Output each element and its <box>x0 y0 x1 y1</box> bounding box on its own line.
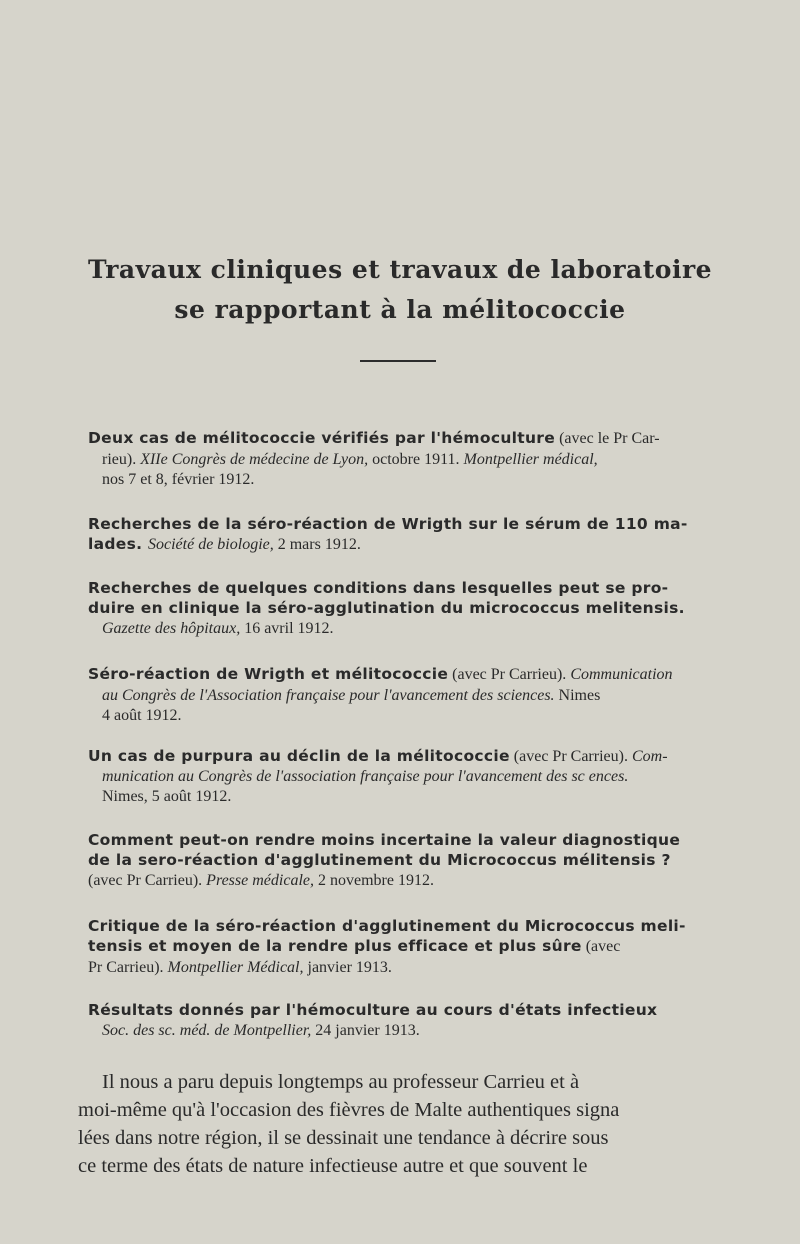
entry-date: 2 novembre 1912. <box>313 872 434 889</box>
paragraph-line: Il nous a paru depuis longtemps au professeur Carrieu et à <box>102 1071 580 1093</box>
entry-date: 16 avril 1912. <box>240 620 334 637</box>
entry-source: au Congrès de l'Association française pour l'avancement des sciences. <box>102 687 555 704</box>
page-title <box>60 250 740 330</box>
entry-text: (avec Pr Carrieu). <box>448 666 571 683</box>
entry-text: Pr Carrieu). <box>88 959 168 976</box>
entry-source: Gazette des hôpitaux, <box>102 620 241 637</box>
entry-text: (avec Pr Carrieu). <box>88 872 207 889</box>
entry-source: Presse médicale, <box>206 872 314 889</box>
title-line-2: se rapportant à la mélitococcie <box>174 295 626 324</box>
entry-heading: Résultats donnés par l'hémoculture au cours d'états infectieux <box>88 1001 658 1019</box>
bibliography-entry-7 <box>88 916 708 978</box>
body-paragraph <box>78 1068 698 1180</box>
bibliography-entry-5 <box>88 746 708 807</box>
entry-source: Montpellier médical, <box>463 451 598 468</box>
title-line-1: Travaux cliniques et travaux de laboratoire <box>87 255 713 284</box>
entry-text: octobre 1911. <box>368 451 464 468</box>
entry-text: rieu). <box>102 451 141 468</box>
entry-source: Communication <box>570 666 673 683</box>
entry-text: (avec Pr Carrieu). <box>509 748 632 765</box>
bibliography-entry-8 <box>88 1000 708 1041</box>
entry-source: Soc. des sc. méd. de Montpellier, <box>102 1022 312 1039</box>
title-divider <box>360 360 436 362</box>
entry-date: 2 mars 1912. <box>273 536 361 553</box>
bibliography-entry-2 <box>88 514 708 555</box>
paragraph-line: moi-même qu'à l'occasion des fièvres de Malte authentiques signa <box>78 1099 620 1121</box>
entry-heading: Séro-réaction de Wrigth et mélitococcie <box>88 665 449 683</box>
bibliography-entry-3 <box>88 578 708 639</box>
entry-heading: lades. <box>88 535 148 553</box>
entry-date: 4 août 1912. <box>102 707 182 724</box>
bibliography-entry-6 <box>88 830 708 891</box>
entry-date: Nimes, 5 août 1912. <box>102 788 232 805</box>
paragraph-line: ce terme des états de nature infectieuse autre et que souvent le <box>78 1155 588 1177</box>
entry-heading: Un cas de purpura au déclin de la mélitococcie <box>88 747 510 765</box>
entry-source: munication au Congrès de l'association française pour l'avancement des sc ences. <box>102 768 629 785</box>
entry-heading: duire en clinique la séro-agglutination du micrococcus melitensis. <box>88 599 685 617</box>
entry-text: (avec <box>581 938 621 955</box>
entry-heading: Comment peut-on rendre moins incertaine la valeur diagnostique <box>88 831 681 849</box>
entry-date: janvier 1913. <box>303 959 392 976</box>
paragraph-line: lées dans notre région, il se dessinait une tendance à décrire sous <box>78 1127 609 1149</box>
bibliography-entry-4 <box>88 664 708 726</box>
entry-text: Nimes <box>554 687 601 704</box>
entry-date: nos 7 et 8, février 1912. <box>102 471 255 488</box>
entry-heading: tensis et moyen de la rendre plus efficace et plus sûre <box>88 937 582 955</box>
entry-source: Com- <box>631 748 668 765</box>
entry-source: XIIe Congrès de médecine de Lyon, <box>140 451 369 468</box>
entry-heading: Recherches de quelques conditions dans lesquelles peut se pro- <box>88 579 669 597</box>
entry-source: Montpellier Médical, <box>167 959 304 976</box>
entry-date: 24 janvier 1913. <box>311 1022 420 1039</box>
entry-heading: de la sero-réaction d'agglutinement du Micrococcus mélitensis ? <box>88 851 671 869</box>
bibliography-entry-1 <box>88 428 708 490</box>
entry-heading: Recherches de la séro-réaction de Wrigth sur le sérum de 110 ma- <box>88 515 688 533</box>
entry-heading: Critique de la séro-réaction d'agglutinement du Micrococcus meli- <box>88 917 686 935</box>
entry-source: Société de biologie, <box>148 536 274 553</box>
entry-text: (avec le Pr Car- <box>555 430 660 447</box>
entry-heading: Deux cas de mélitococcie vérifiés par l'hémoculture <box>88 429 556 447</box>
